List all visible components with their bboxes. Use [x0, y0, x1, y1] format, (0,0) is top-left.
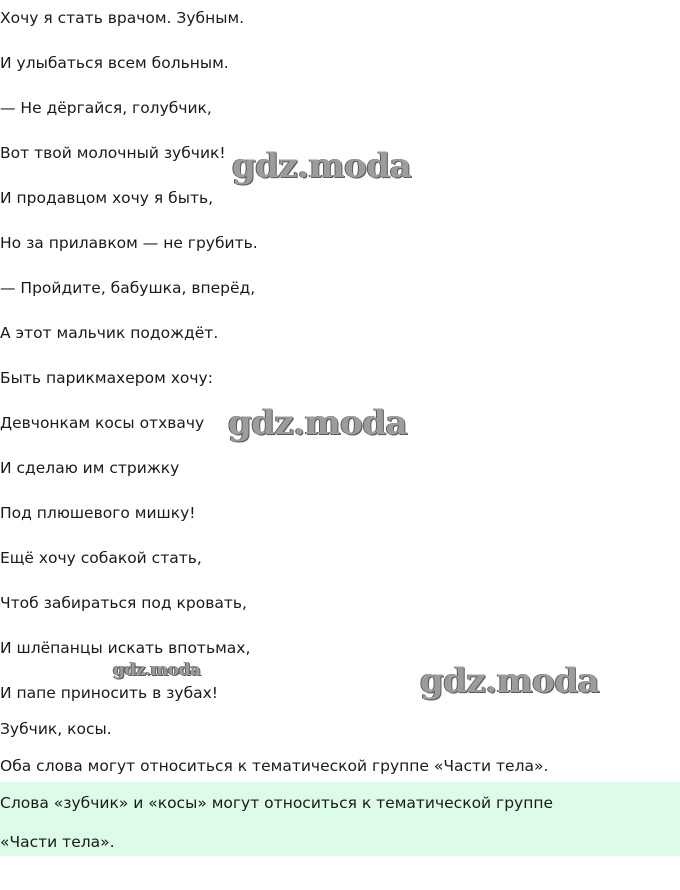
poem-line: И продавцом хочу я быть,	[0, 189, 214, 207]
poem-line: Быть парикмахером хочу:	[0, 369, 213, 387]
poem-line: Хочу я стать врачом. Зубным.	[0, 9, 245, 27]
answer-words: Зубчик, косы.	[0, 720, 112, 738]
answer-highlight-line: Слова «зубчик» и «косы» могут относиться к тематической группе	[0, 794, 554, 812]
poem-line: — Пройдите, бабушка, вперёд,	[0, 279, 256, 297]
poem-line: Чтоб забираться под кровать,	[0, 594, 247, 612]
poem-line: А этот мальчик подождёт.	[0, 324, 219, 342]
poem-line: И шлёпанцы искать впотьмах,	[0, 639, 251, 657]
poem-line: И улыбаться всем больным.	[0, 54, 229, 72]
poem-line: Но за прилавком — не грубить.	[0, 234, 258, 252]
answer-highlight-line: «Части тела».	[0, 833, 115, 851]
watermark-logo: gdz.moda	[232, 146, 412, 186]
poem-line: И сделаю им стрижку	[0, 459, 180, 477]
poem-line: Ещё хочу собакой стать,	[0, 549, 202, 567]
answer-highlight-block	[0, 782, 680, 856]
watermark-logo: gdz.moda	[228, 403, 408, 443]
watermark-logo: gdz.moda	[113, 660, 201, 680]
poem-line: — Не дёргайся, голубчик,	[0, 99, 212, 117]
poem-line: И папе приносить в зубах!	[0, 684, 219, 702]
poem-line: Девчонкам косы отхвачу	[0, 414, 205, 432]
answer-explanation: Оба слова могут относиться к тематической группе «Части тела».	[0, 757, 549, 775]
poem-line: Под плюшевого мишку!	[0, 504, 196, 522]
poem-line: Вот твой молочный зубчик!	[0, 144, 226, 162]
watermark-logo: gdz.moda	[420, 661, 600, 701]
